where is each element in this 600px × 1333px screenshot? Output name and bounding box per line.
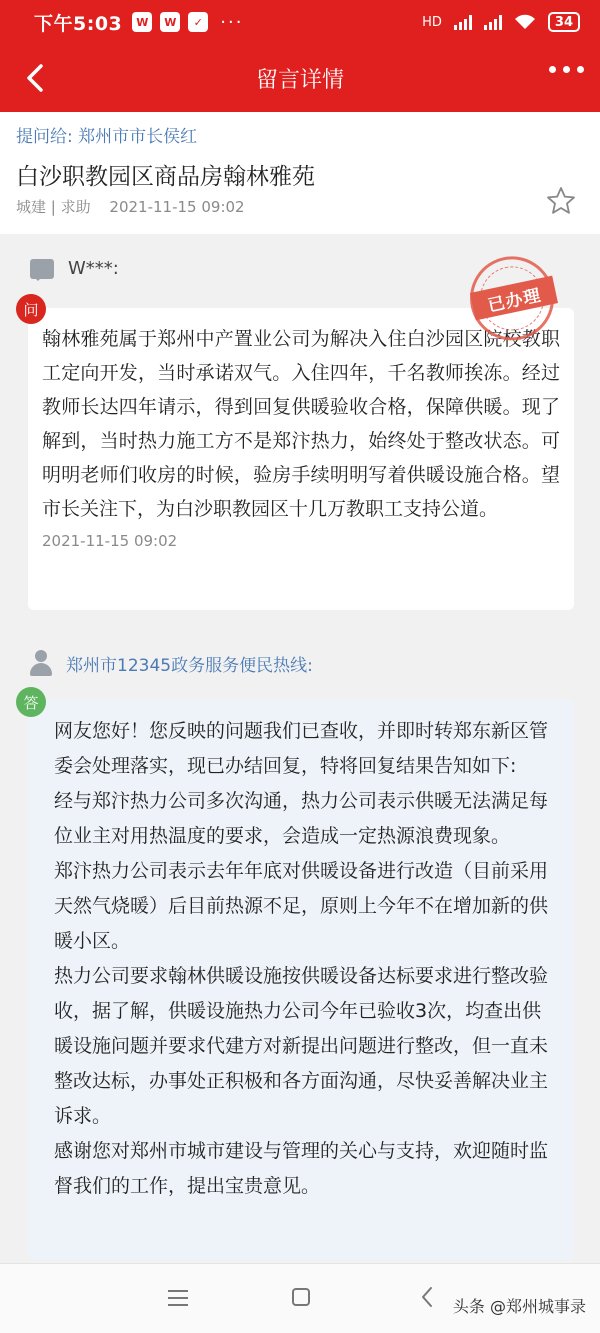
type-label: 求助 <box>60 198 91 216</box>
answer-paragraph: 热力公司要求翰林供暖设施按供暖设备达标要求进行整改验收，据了解，供暖设施热力公司今年已验收3次，均查出供暖设施问题并要求代建方对新提出问题进行整改，但一直未整改达标，办事处正积极和各方面沟通，尽快妥善解决业主诉求。 <box>54 965 549 1127</box>
stamp-label: 已办理 <box>470 276 558 321</box>
answer-paragraph: 郑汴热力公司表示去年年底对供暖设备进行改造（目前采用天然气烧暖）后目前热源不足，原则上今年不在增加新的供暖小区。 <box>54 860 549 952</box>
meta-date: 2021-11-15 09:02 <box>109 198 245 216</box>
question-content: 翰林雅苑属于郑州中产置业公司为解决入住白沙园区院校教职工定向开发，当时承诺双气。入住四年，千名教师挨冻。经过教师长达四年请示，得到回复供暖验收合格，保障供暖。现了解到，当时热力施工方不是郑汴热力，始终处于整改状态。可明明老师们收房的时候，验房手续明明写着供暖设施合格。望市长关注下，为白沙职教园区十几万教职工支持公道。 <box>42 328 560 520</box>
answer-paragraph: 经与郑汴热力公司多次沟通，热力公司表示供暖无法满足每位业主对用热温度的要求，会造成一定热源浪费现象。 <box>54 790 549 847</box>
person-icon <box>30 650 52 676</box>
home-icon[interactable] <box>292 1288 310 1306</box>
status-time: 下午5:03 <box>34 12 123 35</box>
category-label: 城建 <box>16 198 47 216</box>
system-nav-bar <box>0 1263 600 1333</box>
question-badge: 问 <box>16 294 46 324</box>
question-author <box>30 258 119 279</box>
top-app-bar <box>0 0 600 112</box>
answer-responder <box>30 650 313 676</box>
question-subject: 白沙职教园区商品房翰林雅苑 <box>16 164 315 190</box>
responder-name: 郑州市12345政务服务便民热线: <box>66 655 313 676</box>
answer-badge: 答 <box>16 687 46 717</box>
notification-icons <box>132 12 208 32</box>
comment-icon <box>30 259 54 279</box>
author-name: W***: <box>68 258 119 279</box>
wechat-icon: W <box>132 12 152 32</box>
question-meta <box>16 196 245 217</box>
shield-icon: ✓ <box>188 12 208 32</box>
navigation-bar <box>0 44 600 112</box>
battery-indicator: 34 <box>548 12 580 32</box>
signal-icon <box>484 14 502 30</box>
meta-divider: | <box>50 198 61 216</box>
watermark-label: 头条 @郑州城事录 <box>452 1297 586 1316</box>
more-dots-icon[interactable] <box>549 66 584 73</box>
back-icon[interactable] <box>420 1286 434 1308</box>
more-notifications-icon: ··· <box>220 11 244 33</box>
status-right <box>422 12 580 32</box>
answer-card <box>28 700 574 1260</box>
page-title: 留言详情 <box>255 67 344 93</box>
chevron-left-icon[interactable] <box>20 62 52 94</box>
wifi-icon <box>514 14 536 30</box>
star-icon[interactable] <box>546 186 576 216</box>
question-card <box>28 308 574 610</box>
question-header <box>0 112 600 234</box>
question-content-date: 2021-11-15 09:02 <box>42 532 178 550</box>
wechat-icon: W <box>160 12 180 32</box>
status-bar <box>0 0 600 44</box>
recipient-label[interactable]: 提问给: 郑州市市长侯红 <box>16 127 198 147</box>
menu-icon[interactable] <box>168 1290 188 1311</box>
network-label: HD <box>422 14 442 30</box>
answer-paragraph: 网友您好！您反映的问题我们已查收，并即时转郑东新区管委会处理落实，现已办结回复，特将回复结果告知如下: <box>54 720 549 777</box>
answer-paragraph: 感谢您对郑州市城市建设与管理的关心与支持，欢迎随时监督我们的工作，提出宝贵意见。 <box>54 1140 549 1197</box>
signal-icon <box>454 14 472 30</box>
